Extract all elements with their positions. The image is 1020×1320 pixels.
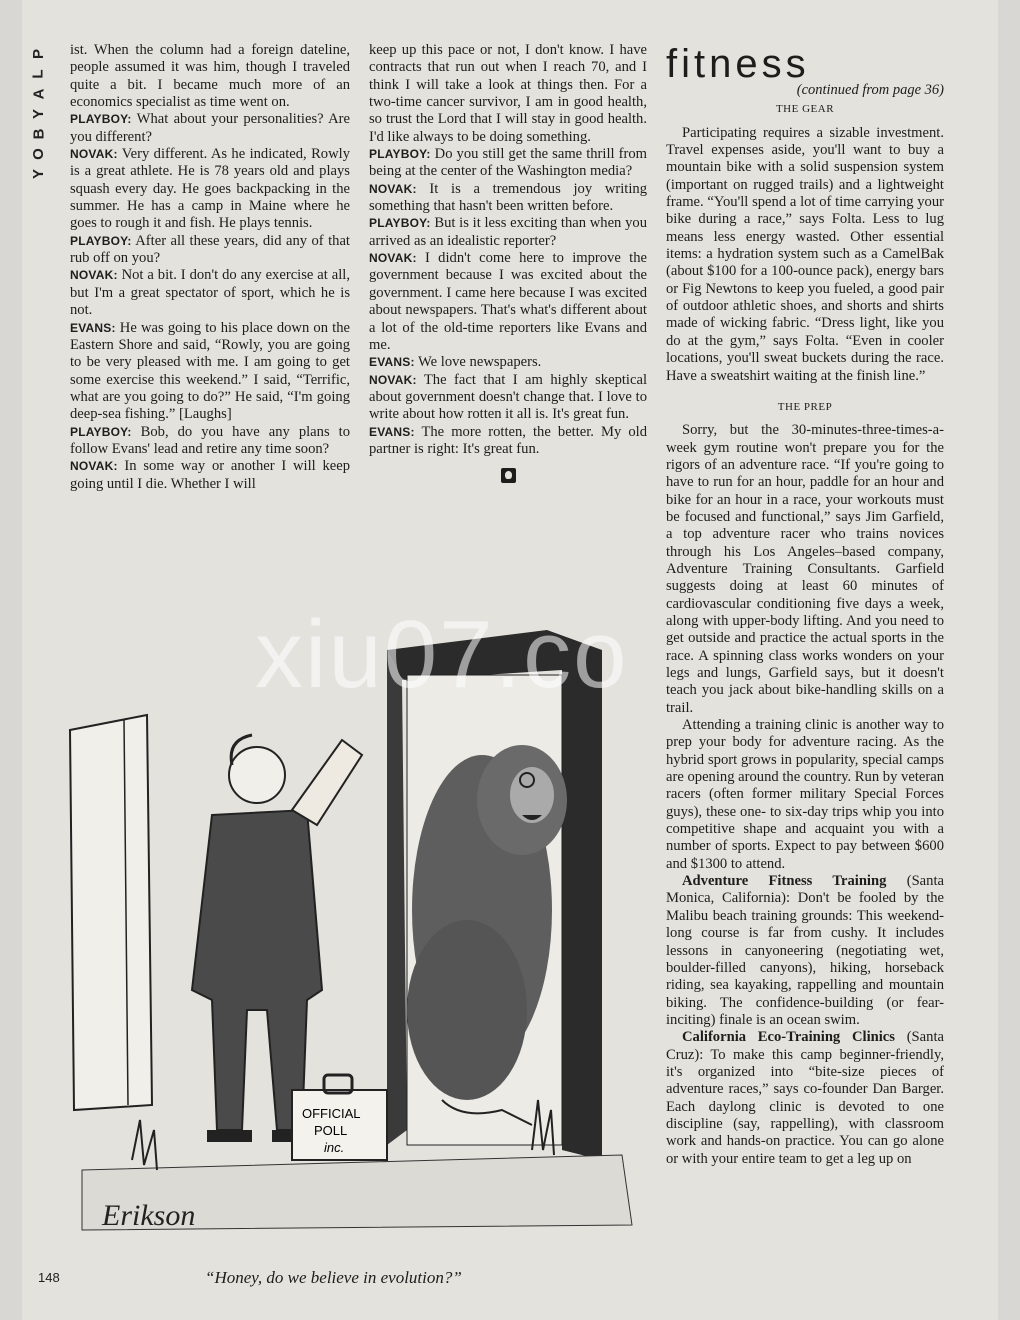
- side-label-letter: Y: [29, 108, 47, 120]
- interview-column-2: [369, 42, 647, 483]
- watermark: xiu07.co: [255, 601, 629, 708]
- interview-text: What about your personalities? Are you different?: [70, 111, 350, 145]
- speaker-label: PLAYBOY:: [369, 147, 431, 162]
- interview-paragraph: [70, 42, 350, 111]
- interview-text: He was going to his place down on the Eastern Shore and said, “Rowly, you are going to be very pleased with me. I am going to get some exercise this weekend.” I said, “Terrific, what are you going to do?” He said, “I'm going deep-sea fishing.” [Laughs]: [70, 319, 350, 423]
- interview-text: In some way or another I will keep going until I die. Whether I will: [70, 458, 350, 492]
- clinic-1-name: Adventure Fitness Training: [682, 873, 887, 890]
- interview-paragraph: [369, 354, 647, 371]
- clipboard: [292, 740, 362, 825]
- briefcase: [292, 1075, 387, 1160]
- interview-paragraph: [70, 111, 350, 146]
- speaker-label: PLAYBOY:: [70, 233, 132, 248]
- interview-paragraph: [70, 146, 350, 233]
- interview-paragraph: [369, 181, 647, 216]
- briefcase-label-3: inc.: [324, 1140, 345, 1155]
- side-label-letter: A: [30, 88, 47, 100]
- left-door-panel: [70, 715, 152, 1110]
- briefcase-label-1: OFFICIAL: [302, 1106, 361, 1121]
- clinic-paragraph-1: [666, 873, 944, 1029]
- speaker-label: NOVAK:: [70, 147, 118, 162]
- interview-text: The more rotten, the better. My old partner is right: It's great fun.: [369, 423, 647, 457]
- briefcase-label-2: POLL: [314, 1123, 348, 1138]
- interview-paragraph: [369, 215, 647, 250]
- pollster-figure: [192, 735, 362, 1142]
- speaker-label: EVANS:: [70, 320, 116, 335]
- speaker-label: NOVAK:: [70, 268, 118, 283]
- interview-text: Bob, do you have any plans to follow Evans' lead and retire any time soon?: [70, 423, 350, 457]
- gear-subhead: THE GEAR: [775, 103, 835, 116]
- section-title: fitness: [666, 42, 810, 86]
- interview-text: It is a tremendous joy writing something that hasn't been written before.: [369, 180, 647, 215]
- speaker-label: NOVAK:: [369, 372, 417, 387]
- interview-paragraph: [70, 424, 350, 459]
- side-label-letter: Y: [29, 168, 47, 180]
- speaker-label: PLAYBOY:: [70, 112, 132, 127]
- fitness-column: [666, 42, 944, 1168]
- clinic-paragraph-2: [666, 1029, 944, 1168]
- end-mark-icon: [501, 468, 516, 483]
- interview-paragraph: [369, 372, 647, 424]
- interview-text: But is it less exciting than when you arrived as an idealistic reporter?: [369, 215, 647, 249]
- clinic-1-text: (Santa Monica, California): Don't be fooled by the Malibu beach training grounds: This weekend-long course is far from cushy. It includes lessons in canyoneering (negotiating wet, boulder-filled canyons), hiking, horseback riding, sea kayaking, rappelling and mountain biking. The confidence-building (or fear-inciting) finale is an ocean swim.: [666, 873, 944, 1028]
- speaker-label: PLAYBOY:: [369, 216, 431, 231]
- side-label-letter: L: [29, 69, 47, 79]
- clinic-2-text: (Santa Cruz): To make this camp beginner-friendly, it's organized into “bite-size pieces of adventure races,” says co-founder Dan Barger. Each daylong clinic is devoted to one discipline (say, rappelling), with classroom work and hands-on practice. You can go alone or with your entire team to get a leg up on: [666, 1029, 944, 1167]
- interview-text: Very different. As he indicated, Rowly is a great athlete. He is 78 years old and plays squash every day. He goes backpacking in the summer. He has a camp in Maine where he goes to rough it and fish. He plays tennis.: [70, 146, 350, 232]
- interview-paragraph: [70, 233, 350, 268]
- interview-text: keep up this pace or not, I don't know. I have contracts that run out when I reach 70, and I think I will take a look at things then. For a two-time cancer survivor, I am in good health, so trust the Lord that I will stay in good health. I'd like always to be doing something.: [369, 42, 647, 145]
- interview-text: I didn't come here to improve the government because I was excited about the government. I came here because I was excited about newspapers. That's what's different about a lot of the old-time reporters like Evans and me.: [369, 250, 647, 353]
- artist-signature: Erikson: [102, 1199, 196, 1232]
- speaker-label: EVANS:: [369, 424, 415, 439]
- speaker-label: PLAYBOY:: [70, 424, 132, 439]
- interview-text: The fact that I am highly skeptical about government doesn't change that. I love to write about how rotten it all is. It's great fun.: [369, 371, 647, 423]
- interview-text: Not a bit. I don't do any exercise at all, but I'm a great spectator of sport, which he is not.: [70, 267, 350, 319]
- side-label-letter: O: [29, 148, 47, 160]
- continued-note: (continued from page 36): [796, 82, 944, 98]
- page-number: 148: [38, 1270, 60, 1285]
- interview-paragraph: [70, 458, 350, 493]
- speaker-label: NOVAK:: [369, 181, 417, 196]
- speaker-label: NOVAK:: [369, 251, 417, 266]
- interview-paragraph: [70, 320, 350, 424]
- interview-paragraph: [369, 42, 647, 146]
- prep-paragraph-1: Sorry, but the 30-minutes-three-times-a-week gym routine won't prepare you for the rigors of an adventure race. “If you're going to have to run for an hour, paddle for an hour and bike for an hour in a race, your workouts must be focused and functional,” says Jim Garfield, a top adventure racer who trains novices through his Los Angeles–based company, Adventure Training Consultants. Garfield suggests doing at least 60 minutes of cardiovascular conditioning five days a week, along with upper-body lifting. And you need to get outside and practice the actual sports in the race. A spinning class works wonders on your legs and lungs, Garfield says, but it doesn't teach you jack about bike-handling skills on a trail.: [666, 422, 944, 716]
- cartoon-caption: “Honey, do we believe in evolution?”: [205, 1268, 462, 1287]
- side-label-letter: B: [30, 128, 47, 140]
- interview-paragraph: [369, 146, 647, 181]
- interview-paragraph: [369, 424, 647, 459]
- interview-column-1: [70, 42, 350, 493]
- interview-paragraph: [70, 267, 350, 319]
- gear-paragraph: Participating requires a sizable investment. Travel expenses aside, you'll want to buy a mountain bike with a solid suspension system (important on rugged trails) and a lightweight frame. “You'll spend a lot of time carrying your bike during a race,” says Folta. Less to lug means less energy wasted. Other essential items: a hydration system such as a CamelBak (about $100 for a 100-ounce pack), energy bars or Fig Newtons to keep you fueled, a good pair of outdoor athletic shoes, and shorts and shirts made of wicking fabric. “Dress light, like you do at the gym,” says Folta. “Even in cooler locations, you'll sweat buckets during the race. Have a sweatshirt waiting at the finish line.”: [666, 124, 944, 384]
- prep-paragraph-2: Attending a training clinic is another way to prep your body for adventure racing. As the hybrid sport grows in popularity, special camps are opening around the country. Run by veteran racers (often former military Special Forces guys), these one- to six-day trips whip you into competitive shape and acquaint you with a number of sports. Expect to pay between $600 and $1300 to attend.: [666, 717, 944, 872]
- interview-paragraph: [369, 250, 647, 354]
- speaker-label: NOVAK:: [70, 459, 118, 474]
- cartoon-illustration: [62, 570, 652, 1260]
- speaker-label: EVANS:: [369, 355, 415, 370]
- prep-subhead: THE PREP: [777, 400, 833, 413]
- interview-text: ist. When the column had a foreign dateline, people assumed it was him, though I traveled quite a bit. I became much more of an economics specialist as time went on.: [70, 42, 350, 111]
- interview-text: Do you still get the same thrill from being at the center of the Washington media?: [369, 146, 647, 180]
- clinic-2-name: California Eco-Training Clinics: [682, 1029, 895, 1046]
- magazine-side-label: [28, 44, 50, 184]
- interview-text: We love newspapers.: [414, 354, 542, 371]
- interview-text: After all these years, did any of that rub off on you?: [70, 232, 350, 267]
- side-label-letter: P: [29, 48, 47, 60]
